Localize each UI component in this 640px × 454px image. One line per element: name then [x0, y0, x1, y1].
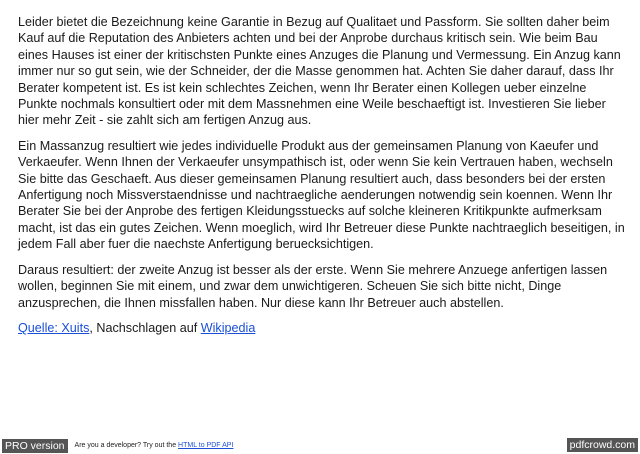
document-body: [18, 14, 628, 336]
source-middle-text: , Nachschlagen auf: [89, 320, 201, 335]
pro-version-badge[interactable]: PRO version: [2, 439, 68, 453]
html-to-pdf-api-link[interactable]: HTML to PDF API: [178, 442, 234, 449]
developer-promo: [75, 442, 234, 449]
pdf-footer: [0, 437, 640, 454]
paragraph-planning: Ein Massanzug resultiert wie jedes individuelle Produkt aus der gemeinsamen Planung von Kaeufer und Verkaeufer. Wenn Ihnen der Verkaeufer unsympathisch ist, oder wenn Sie kein Vertrauen haben, wechseln Sie bitte das Geschaeft. Aus dieser gemeinsamen Planung resultiert auch, dass besonders bei der ersten Anfertigung noch Missverstaendnisse und nachtraegliche aenderungen notwendig sein koennen. Wenn Ihr Berater Sie bei der Anprobe des fertigen Kleidungsstuecks auf solche kleineren Kritikpunkte aufmerksam macht, ist das ein gutes Zeichen. Wenn moeglich, wird Ihr Betreuer diese Punkte nachtraeglich beseitigen, in jedem Fall aber fuer die naechste Anfertigung beruecksichtigen.: [18, 138, 625, 252]
paragraph-second-suit: Daraus resultiert: der zweite Anzug ist besser als der erste. Wenn Sie mehrere Anzuege anfertigen lassen wollen, beginnen Sie mit einem, und zwar dem unwichtigeren. Scheuen Sie sich bitte nicht, Dinge anzusprechen, die Ihnen missfallen haben. Nur diese kann Ihr Betreuer auch abstellen.: [18, 262, 608, 310]
developer-promo-text: Are you a developer? Try out the: [74, 442, 179, 449]
source-link[interactable]: Quelle: Xuits: [18, 320, 90, 335]
paragraph-quality: Leider bietet die Bezeichnung keine Garantie in Bezug auf Qualitaet und Passform. Sie sollten daher beim Kauf auf die Reputation des Anbieters achten und bei der Anprobe durchaus kritisch sein. Wie beim Bau eines Hauses ist einer der kritischsten Punkte eines Anzuges die Planung und Vermessung. Ein Anzug kann immer nur so gut sein, wie der Schneider, der die Masse genommen hat. Achten Sie daher darauf, dass Ihr Berater kompetent ist. Es ist kein schlechtes Zeichen, wenn Ihr Berater einen Kollegen ueber einzelne Punkte nochmals konsultiert oder mit dem Massnehmen eine Weile beschaeftigt ist. Investieren Sie lieber hier mehr Zeit - sie zahlt sich am fertigen Anzug aus.: [18, 15, 621, 128]
pdfcrowd-badge[interactable]: pdfcrowd.com: [567, 438, 638, 452]
wikipedia-link[interactable]: Wikipedia: [200, 320, 256, 335]
source-line: [18, 320, 628, 336]
